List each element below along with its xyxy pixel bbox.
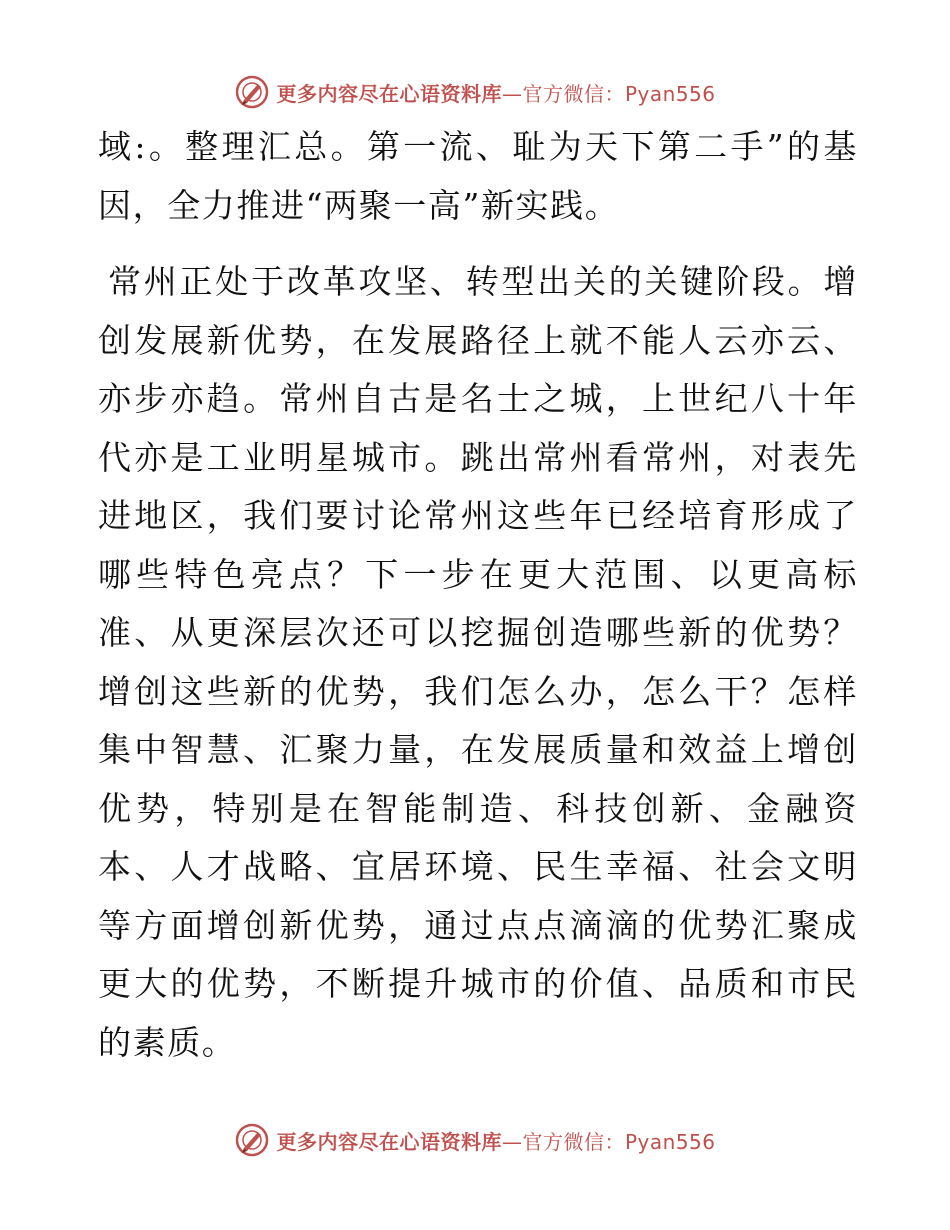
- watermark-wechat-id: Pyan556: [624, 81, 716, 106]
- watermark-site-text: 更多内容尽在心语资料库: [276, 81, 502, 106]
- watermark-separator: —: [501, 81, 523, 106]
- red-seal-pen-logo-icon: [234, 74, 270, 110]
- watermark-text: [276, 78, 715, 107]
- paragraph-1: 域:。整理汇总。第一流、耻为天下第二手”的基因，全力推进“两聚一高”新实践。: [98, 127, 858, 225]
- paragraph-2: 常州正处于改革攻坚、转型出关的关键阶段。增创发展新优势，在发展路径上就不能人云亦云、亦步亦趋。常州自古是名士之城，上世纪八十年代亦是工业明星城市。跳出常州看常州，对表先进地区，我们要讨论常州这些年已经培育形成了哪些特色亮点？下一步在更大范围、以更高标准、从更深层次还可以挖掘创造哪些新的优势？增创这些新的优势，我们怎么办，怎么干？怎样集中智慧、汇聚力量，在发展质量和效益上增创优势，特别是在智能制造、科技创新、金融资本、人才战略、宜居环境、民生幸福、社会文明等方面增创新优势，通过点点滴滴的优势汇聚成更大的优势，不断提升城市的价值、品质和市民的素质。: [98, 262, 858, 1062]
- footer-watermark: [0, 1120, 950, 1160]
- document-body: [98, 118, 858, 1072]
- watermark-site-text: 更多内容尽在心语资料库: [276, 1129, 502, 1154]
- watermark-wechat-id: Pyan556: [624, 1129, 716, 1154]
- watermark-text: [276, 1126, 715, 1155]
- watermark-separator: —: [501, 1129, 523, 1154]
- watermark-wechat-label: 官方微信：: [522, 81, 625, 106]
- red-seal-pen-logo-icon: [234, 1122, 270, 1158]
- header-watermark: [0, 72, 950, 112]
- watermark-wechat-label: 官方微信：: [522, 1129, 625, 1154]
